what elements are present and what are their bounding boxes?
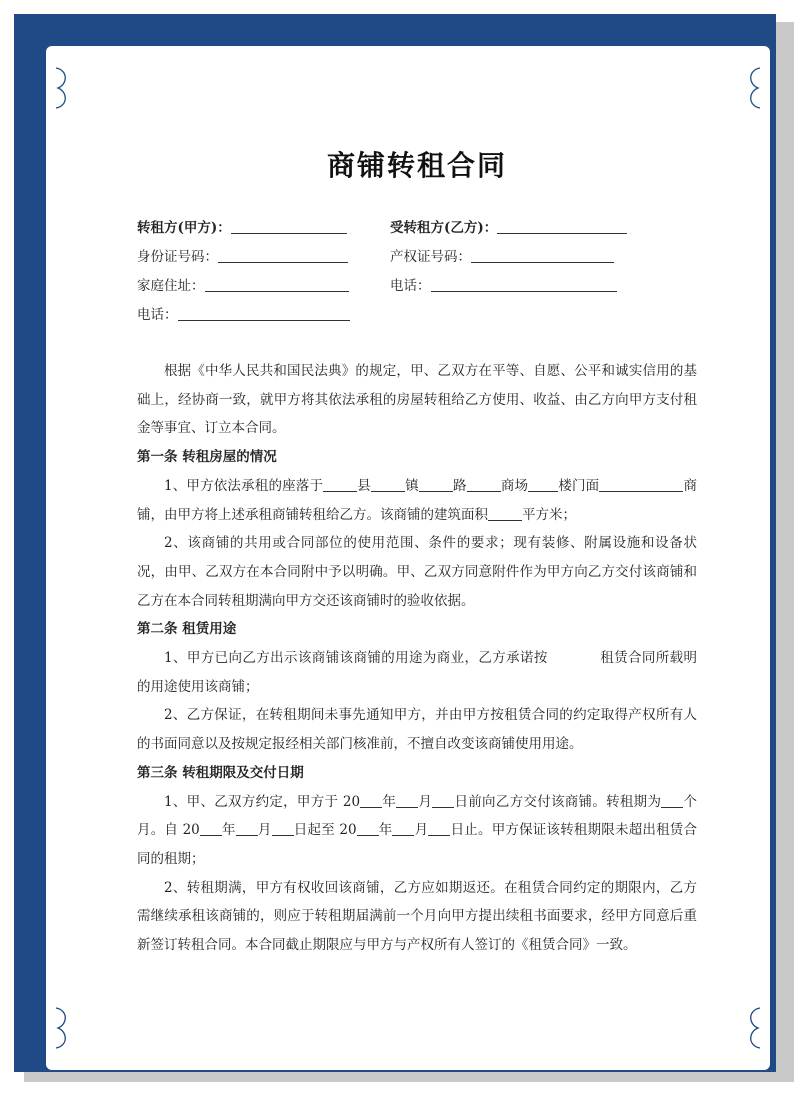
- corner-ornament-icon: [54, 66, 74, 110]
- id-number-label: 身份证号码：: [137, 249, 218, 265]
- phone-b-label: 电话：: [390, 278, 431, 294]
- phone-b-field[interactable]: [431, 277, 617, 292]
- blank-field[interactable]: [467, 477, 501, 492]
- party-row: [137, 303, 697, 332]
- address-label: 家庭住址：: [137, 278, 205, 294]
- contract-body: [137, 357, 697, 960]
- address-field[interactable]: [205, 277, 349, 292]
- blank-field[interactable]: [661, 793, 683, 808]
- contract-content: [137, 140, 697, 960]
- blank-field[interactable]: [200, 821, 222, 836]
- article-3-clause-1: 1、甲、乙双方约定，甲方于 20 年 月 日前向乙方交付该商铺。转租期为 个月。自 20 年 月 日起至 20 年 月 日止。甲方保证该转租期限未超出租赁合同的租期；: [137, 793, 698, 867]
- party-a-field[interactable]: [231, 219, 347, 234]
- blank-field[interactable]: [488, 506, 522, 521]
- blank-field[interactable]: [428, 821, 450, 836]
- party-b-field[interactable]: [497, 219, 627, 234]
- article-3-clause-2: 2、转租期满，甲方有权收回该商铺，乙方应如期返还。在租赁合同约定的期限内，乙方需继续承租该商铺的，则应于转租期届满前一个月向甲方提出续租书面要求，经甲方同意后重新签订转租合同。本合同截止期限应与甲方与产权所有人签订的《租赁合同》一致。: [137, 879, 697, 954]
- phone-a-label: 电话：: [137, 307, 178, 323]
- blank-field[interactable]: [236, 821, 258, 836]
- article-2-clause-2: 2、乙方保证，在转租期间未事先通知甲方，并由甲方按租赁合同的约定取得产权所有人的书面同意以及按规定报经相关部门核准前，不擅自改变该商铺使用用途。: [137, 707, 697, 753]
- corner-ornament-icon: [742, 1006, 762, 1050]
- document-title: 商铺转租合同: [326, 149, 507, 182]
- blank-field[interactable]: [323, 477, 357, 492]
- blank-field[interactable]: [528, 477, 558, 492]
- party-a-label: 转租方(甲方)：: [137, 220, 231, 236]
- corner-ornament-icon: [54, 1006, 74, 1050]
- blank-field[interactable]: [371, 477, 405, 492]
- blank-field[interactable]: [360, 793, 382, 808]
- party-b-label: 受转租方(乙方)：: [390, 220, 498, 236]
- article-2-clause-1: 1、甲方已向乙方出示该商铺该商铺的用途为商业，乙方承诺按 租赁合同所载明的用途使用该商铺；: [137, 650, 698, 695]
- party-info: [137, 216, 697, 332]
- blank-field[interactable]: [432, 793, 454, 808]
- article-3-heading: 第三条 转租期限及交付日期: [137, 764, 304, 781]
- article-1-clause-1: 1、甲方依法承租的座落于 县 镇 路 商场 楼门面 商铺，由甲方将上述承租商铺转租给乙方。该商铺的建筑面积 平方米；: [137, 477, 698, 523]
- blank-field[interactable]: [396, 793, 418, 808]
- intro-paragraph: 根据《中华人民共和国民法典》的规定，甲、乙双方在平等、自愿、公平和诚实信用的基础上，经协商一致，就甲方将其依法承租的房屋转租给乙方使用、收益、由乙方向甲方支付租金等事宜、订立本合同。: [137, 363, 697, 437]
- article-1-clause-2: 2、该商铺的共用或合同部位的使用范围、条件的要求；现有装修、附属设施和设备状况，由甲、乙双方在本合同附中予以明确。甲、乙双方同意附件作为甲方向乙方交付该商铺和乙方在本合同转租期满向甲方交还该商铺时的验收依据。: [137, 535, 697, 609]
- blank-field[interactable]: [599, 477, 683, 492]
- article-2-heading: 第二条 租赁用途: [137, 621, 237, 638]
- phone-a-field[interactable]: [178, 306, 350, 321]
- property-cert-label: 产权证号码：: [390, 249, 471, 265]
- id-number-field[interactable]: [218, 248, 348, 263]
- property-cert-field[interactable]: [471, 248, 614, 263]
- blank-field[interactable]: [392, 821, 414, 836]
- party-row: [137, 216, 697, 245]
- corner-ornament-icon: [742, 66, 762, 110]
- party-row: [137, 274, 697, 303]
- blank-field[interactable]: [272, 821, 294, 836]
- blank-field[interactable]: [357, 821, 379, 836]
- article-1-heading: 第一条 转租房屋的情况: [137, 449, 277, 466]
- party-row: [137, 245, 697, 274]
- blank-field[interactable]: [419, 477, 453, 492]
